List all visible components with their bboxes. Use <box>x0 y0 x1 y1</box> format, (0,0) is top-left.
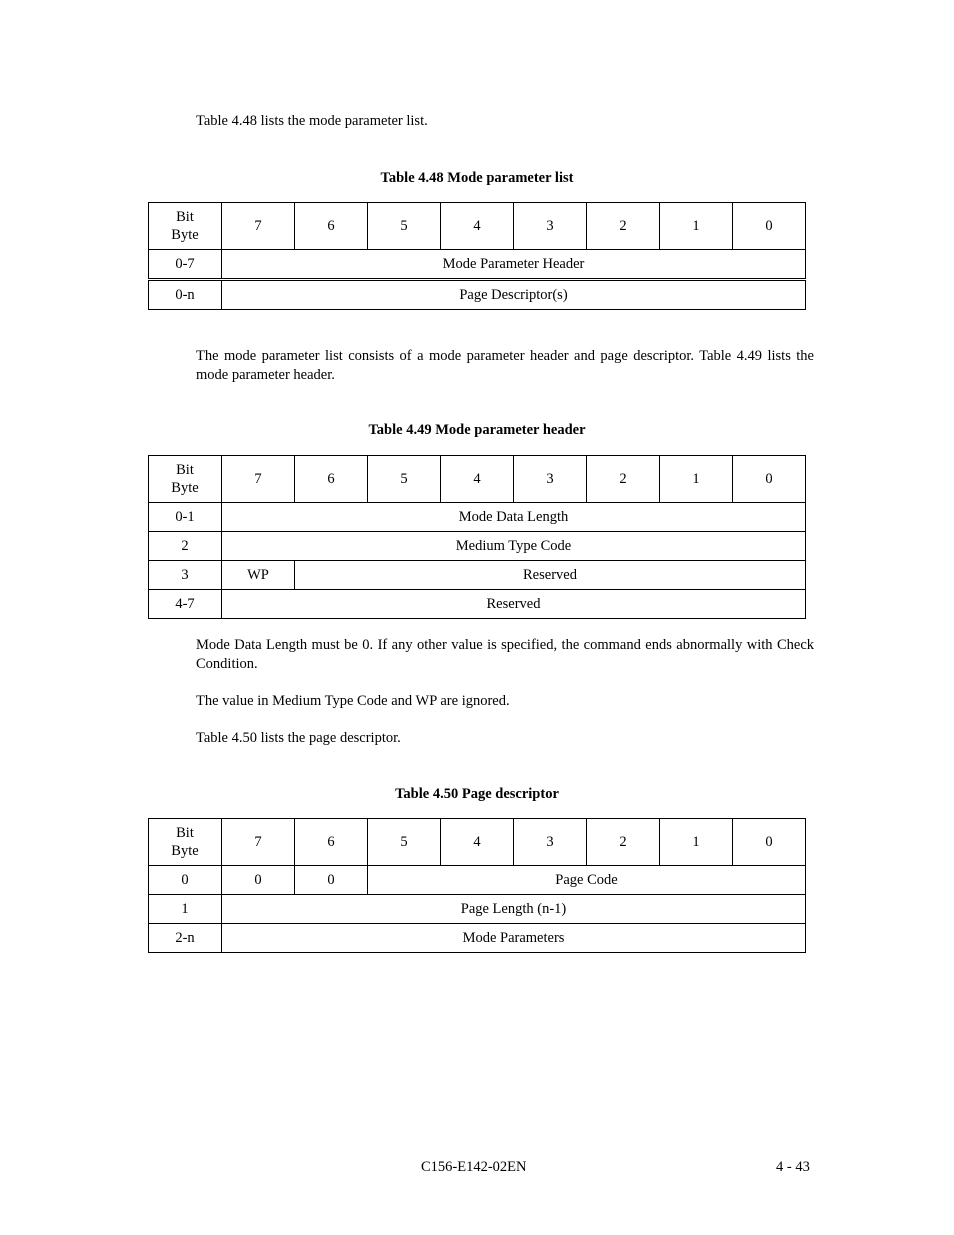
bit-7-header: 7 <box>222 819 295 866</box>
table-row <box>149 532 806 561</box>
bit-label: Bit <box>176 462 194 478</box>
field-cell: Page Code <box>368 866 806 895</box>
bit-4-header: 4 <box>441 203 514 250</box>
table-row <box>149 561 806 590</box>
bit-2-header: 2 <box>587 819 660 866</box>
table-48-caption: Table 4.48 Mode parameter list <box>380 170 574 186</box>
byte-label: Byte <box>171 227 199 243</box>
bit-3-header: 3 <box>514 456 587 503</box>
byte-cell: 0-7 <box>149 250 222 280</box>
byte-cell: 0-n <box>149 280 222 310</box>
header-row <box>149 819 806 866</box>
byte-label: Byte <box>171 843 199 859</box>
table-48 <box>148 202 806 310</box>
field-cell: Page Length (n-1) <box>222 895 806 924</box>
field-cell: Mode Parameters <box>222 924 806 953</box>
page-descriptor-intro: Table 4.50 lists the page descriptor. <box>196 730 401 746</box>
mode-data-length-paragraph: Mode Data Length must be 0. If any other value is specified, the command ends abnormally with Check Condition. <box>196 637 814 672</box>
page-number: 4 - 43 <box>776 1159 810 1175</box>
byte-cell: 2 <box>149 532 222 561</box>
bit-byte-cell <box>149 456 222 503</box>
byte-cell: 1 <box>149 895 222 924</box>
description-paragraph: The mode parameter list consists of a mode parameter header and page descriptor. Table 4.49 lists the mode parameter header. <box>196 348 814 383</box>
bit-label: Bit <box>176 209 194 225</box>
bit-6-header: 6 <box>295 456 368 503</box>
table-row <box>149 895 806 924</box>
table-row <box>149 250 806 280</box>
table-row <box>149 280 806 310</box>
field-cell: Mode Parameter Header <box>222 250 806 280</box>
byte-cell: 2-n <box>149 924 222 953</box>
intro-paragraph: Table 4.48 lists the mode parameter list. <box>196 113 428 129</box>
byte-label: Byte <box>171 480 199 496</box>
bit-7-header: 7 <box>222 456 295 503</box>
bit-4-header: 4 <box>441 819 514 866</box>
field-cell: Mode Data Length <box>222 503 806 532</box>
bit-0-header: 0 <box>733 819 806 866</box>
table-row <box>149 924 806 953</box>
wp-cell: WP <box>222 561 295 590</box>
table-50-caption: Table 4.50 Page descriptor <box>395 786 559 802</box>
bit-1-header: 1 <box>660 456 733 503</box>
table-49-caption: Table 4.49 Mode parameter header <box>368 422 586 438</box>
bit-6-cell: 0 <box>295 866 368 895</box>
bit-4-header: 4 <box>441 456 514 503</box>
field-cell: Reserved <box>222 590 806 619</box>
bit-2-header: 2 <box>587 203 660 250</box>
bit-0-header: 0 <box>733 203 806 250</box>
byte-cell: 0 <box>149 866 222 895</box>
bit-5-header: 5 <box>368 456 441 503</box>
bit-0-header: 0 <box>733 456 806 503</box>
bit-byte-cell <box>149 819 222 866</box>
byte-cell: 3 <box>149 561 222 590</box>
field-cell: Reserved <box>295 561 806 590</box>
field-cell: Medium Type Code <box>222 532 806 561</box>
byte-cell: 4-7 <box>149 590 222 619</box>
table-row <box>149 866 806 895</box>
bit-3-header: 3 <box>514 203 587 250</box>
bit-1-header: 1 <box>660 203 733 250</box>
bit-1-header: 1 <box>660 819 733 866</box>
table-row <box>149 503 806 532</box>
document-id: C156-E142-02EN <box>421 1159 527 1175</box>
header-row <box>149 456 806 503</box>
bit-byte-cell <box>149 203 222 250</box>
bit-5-header: 5 <box>368 819 441 866</box>
bit-5-header: 5 <box>368 203 441 250</box>
bit-7-header: 7 <box>222 203 295 250</box>
bit-6-header: 6 <box>295 819 368 866</box>
bit-3-header: 3 <box>514 819 587 866</box>
bit-label: Bit <box>176 825 194 841</box>
ignored-values-paragraph: The value in Medium Type Code and WP are ignored. <box>196 693 510 709</box>
bit-6-header: 6 <box>295 203 368 250</box>
bit-7-cell: 0 <box>222 866 295 895</box>
field-cell: Page Descriptor(s) <box>222 280 806 310</box>
table-50 <box>148 818 806 953</box>
table-49 <box>148 455 806 619</box>
table-row <box>149 590 806 619</box>
byte-cell: 0-1 <box>149 503 222 532</box>
header-row <box>149 203 806 250</box>
bit-2-header: 2 <box>587 456 660 503</box>
